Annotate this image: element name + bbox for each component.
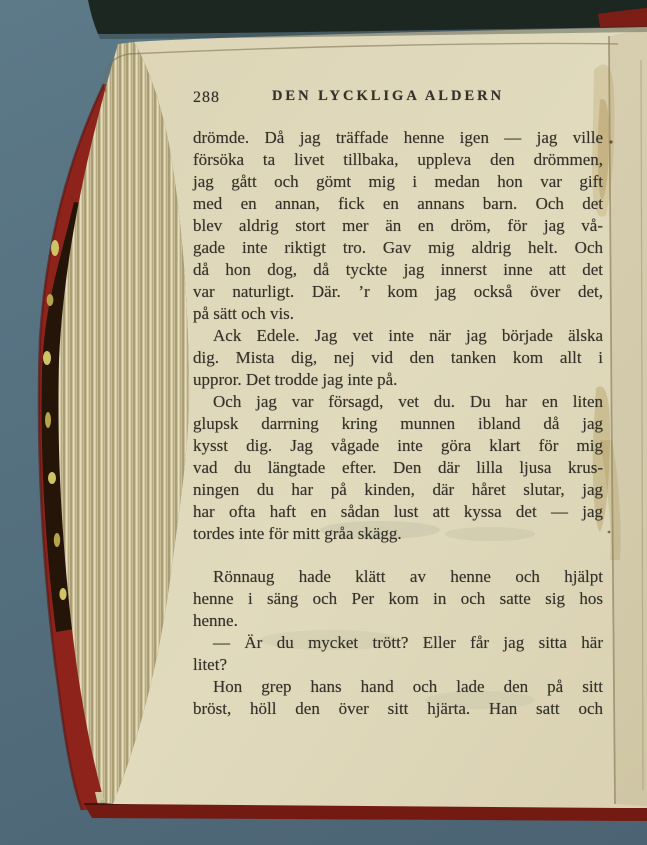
- book-page-text: [193, 88, 603, 720]
- text-line: på sätt och vis.: [193, 304, 295, 323]
- text-line: Hon grep hans hand och lade den på sitt: [213, 677, 603, 696]
- text-line: ningen du har på kinden, där håret slutar, jag: [193, 480, 603, 499]
- text-line: litet?: [193, 655, 227, 674]
- text-line: Rönnaug hade klätt av henne och hjälpt: [213, 567, 603, 586]
- text-line: Ack Edele. Jag vet inte när jag började älska: [213, 326, 603, 345]
- paragraph: [193, 325, 603, 391]
- text-line: bröst, höll den över sitt hjärta. Han satt och: [193, 699, 603, 718]
- text-line: drömde. Då jag träffade henne igen — jag ville: [193, 128, 603, 147]
- text-line: var naturligt. Där. ’r kom jag också över det,: [193, 282, 603, 301]
- text-line: jag gått och gömt mig i medan hon var gift: [193, 172, 603, 191]
- page-body: [193, 127, 603, 720]
- text-line: tordes inte för mitt gråa skägg.: [193, 524, 402, 543]
- text-line: glupsk darrning kring munnen ibland då jag: [193, 414, 603, 433]
- text-line: gade inte riktigt tro. Gav mig aldrig helt. Och: [193, 238, 603, 257]
- text-line: Och jag var försagd, vet du. Du har en liten: [213, 392, 603, 411]
- paragraph: [193, 566, 603, 632]
- text-line: uppror. Det trodde jag inte på.: [193, 370, 398, 389]
- text-line: henne.: [193, 611, 238, 630]
- paragraph: [193, 127, 603, 325]
- text-line: vad du längtade efter. Den där lilla ljusa krus-: [193, 458, 603, 477]
- text-line: kysst dig. Jag vågade inte göra klart för mig: [193, 436, 603, 455]
- text-line: dig. Mista dig, nej vid den tanken kom allt i: [193, 348, 603, 367]
- paragraph: [193, 676, 603, 720]
- running-header: [193, 88, 603, 110]
- text-line: henne i säng och Per kom in och satte sig hos: [193, 589, 603, 608]
- running-header-title: DEN LYCKLIGA ALDERN: [271, 88, 505, 104]
- text-line: har ofta haft en sådan lust att kyssa det — jag: [193, 502, 603, 521]
- paragraph: [193, 632, 603, 676]
- paragraph: [193, 391, 603, 545]
- text-line: — Är du mycket trött? Eller får jag sitta här: [213, 633, 603, 652]
- text-line: då hon dog, då tyckte jag innerst inne att det: [193, 260, 603, 279]
- text-line: med en annan, fick en annans barn. Och det: [193, 194, 603, 213]
- page-number: 288: [193, 89, 220, 106]
- text-line: försöka ta livet tillbaka, uppleva den drömmen,: [193, 150, 603, 169]
- text-line: blev aldrig stort mer än en dröm, för jag vå-: [193, 216, 603, 235]
